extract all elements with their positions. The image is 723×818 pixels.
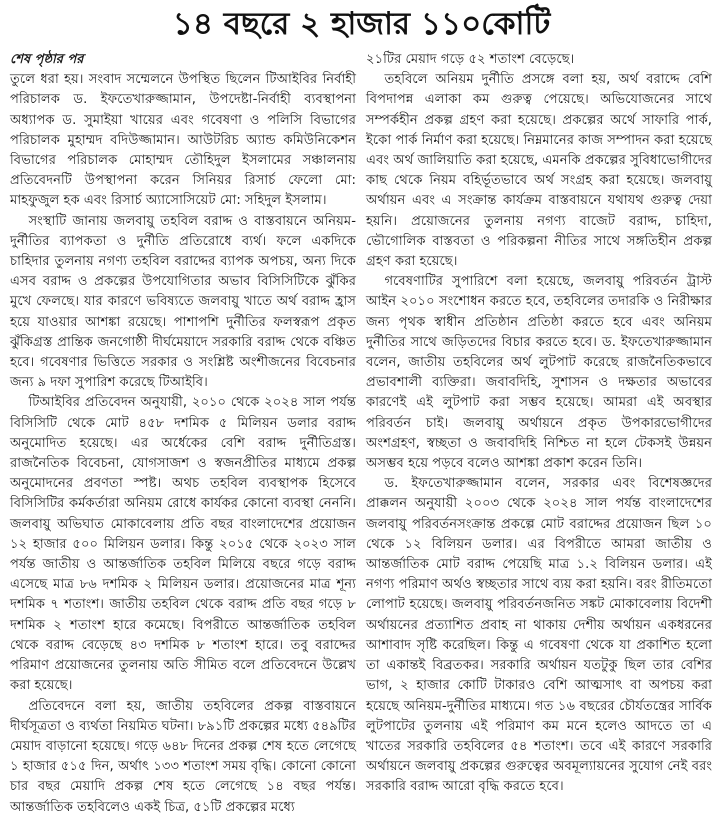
paragraph: ড. ইফতেখারুজ্জামান বলেন, সরকার এবং বিশেষজ্ঞদের প্রাক্কলন অনুযায়ী ২০০৩ থেকে ২০২৪ সাল পর্যন্ত বাংলাদেশের জলবায়ু পরিবর্তনসংক্রান্ত প্রকল্পে মোট বরাদ্দের প্রয়োজন ছিল ১০ থেকে ১২ বিলিয়ন ডলার। এর বিপরীতে আমরা জাতীয় ও আন্তর্জাতিক মোট বরাদ্দ পেয়েছি মাত্র ১.২ বিলিয়ন ডলার। এই নগণ্য পরিমাণ অর্থও স্বচ্ছতার সাথে ব্যয় করা হয়নি। বরং রীতিমতো লোপাট হয়েছে। জলবায়ু পরিবর্তনজনিত সঙ্কট মোকাবেলায় বিদেশী অর্থায়নের প্রত্যাশিত প্রবাহ না থাকায় দেশীয় অর্থায়ন একধরনের আশাবাদ সৃষ্টি করেছিল। কিন্তু এ গবেষণা থেকে যা প্রকাশিত হলো তা একান্তই বিব্রতকর। সরকারি অর্থায়ন যতটুকু ছিল তার বেশির ভাগ, ২ হাজার কোটি টাকারও বেশি আত্মসাৎ বা অপচয় করা হয়েছে অনিয়ম-দুর্নীতির মাধ্যমে। গত ১৬ বছরের চৌর্যতন্ত্রের সার্বিক লুটপাটের তুলনায় এই পরিমাণ কম মনে হলেও আদতে তা এ খাতের সরকারি তহবিলের ৫৪ শতাংশ। তবে এই কারণে সরকারি অর্থায়নে জলবায়ু প্রকল্পের গুরুত্বের অবমূল্যায়নের সুযোগ নেই বরং সরকারি বরাদ্দ আরো বৃদ্ধি করতে হবে।	[366, 476, 712, 795]
article-column-left	[10, 50, 356, 818]
paragraph: তুলে ধরা হয়। সংবাদ সম্মেলনে উপস্থিত ছিলেন টিআইবির নির্বাহী পরিচালক ড. ইফতেখারুজ্জামান, উপদেষ্টা-নির্বাহী ব্যবস্থাপনা অধ্যাপক ড. সুমাইয়া খায়ের এবং গবেষণা ও পলিসি বিভাগের পরিচালক মুহাম্মদ বদিউজ্জামান। আউটরিচ অ্যান্ড কমিউনিকেশন বিভাগের পরিচালক মোহাম্মদ তৌহিদুল ইসলামের সঞ্চালনায় প্রতিবেদনটি উপস্থাপনা করেন সিনিয়র রিসার্চ ফেলো মো: মাহফুজুল হক এবং রিসার্চ অ্যাসোসিয়েট মো: সহিদুল ইসলাম।	[10, 72, 356, 209]
paragraph: ২১টির মেয়াদ গড়ে ৫২ শতাংশ বেড়েছে।	[366, 52, 575, 67]
article-column-right	[366, 50, 712, 798]
paragraph: টিআইবির প্রতিবেদন অনুযায়ী, ২০১০ থেকে ২০২৪ সাল পর্যন্ত বিসিসিটি থেকে মোট ৪৫৮ দশমিক ৫ মিলিয়ন ডলার বরাদ্দ অনুমোদিত হয়েছে। এর অর্ধেকের বেশি বরাদ্দ দুর্নীতিগ্রস্ত। রাজনৈতিক বিবেচনা, যোগসাজশ ও স্বজনপ্রীতির মাধ্যমে প্রকল্প অনুমোদনের প্রবণতা স্পষ্ট। অথচ তহবিল ব্যবস্থাপক হিসেবে বিসিসিটির কর্মকর্তারা অনিয়ম রোধে কার্যকর কোনো ব্যবস্থা নেননি। জলবায়ু অভিঘাত মোকাবেলায় প্রতি বছর বাংলাদেশের প্রয়োজন ১২ হাজার ৫০০ মিলিয়ন ডলার। কিন্তু ২০১৫ থেকে ২০২৩ সাল পর্যন্ত জাতীয় ও আন্তর্জাতিক তহবিল মিলিয়ে বছরে গড়ে বরাদ্দ এসেছে মাত্র ৮৬ দশমিক ২ মিলিয়ন ডলার। প্রয়োজনের মাত্র শূন্য দশমিক ৭ শতাংশ। জাতীয় তহবিল থেকে বরাদ্দ প্রতি বছর গড়ে ৮ দশমিক ২ শতাংশ হারে কমেছে। বিপরীতে আন্তর্জাতিক তহবিল থেকে বরাদ্দ বেড়েছে ৪৩ দশমিক ৮ শতাংশ হারে। তবু বরাদ্দের পরিমাণ প্রয়োজনের তুলনায় অতি সীমিত বলে প্রতিবেদনে উল্লেখ করা হয়েছে।	[10, 395, 356, 694]
paragraph: প্রতিবেদনে বলা হয়, জাতীয় তহবিলের প্রকল্প বাস্তবায়নে দীর্ঘসূত্রতা ও ব্যর্থতা নিয়মিত ঘটনা। ৮৯১টি প্রকল্পের মধ্যে ৫৪৯টির মেয়াদ বাড়ানো হয়েছে। গড়ে ৬৪৮ দিনের প্রকল্প শেষ হতে লেগেছে ১ হাজার ৫১৫ দিন, অর্থাৎ ১৩৩ শতাংশ সময় বৃদ্ধি। কোনো কোনো চার বছর মেয়াদি প্রকল্প শেষ হতে লেগেছে ১৪ বছর পর্যন্ত। আন্তর্জাতিক তহবিলেও একই চিত্র, ৫১টি প্রকল্পের মধ্যে	[10, 698, 356, 815]
continuation-kicker: শেষ পৃষ্ঠার পর	[10, 52, 84, 67]
headline: ১৪ বছরে ২ হাজার ১১০কোটি	[172, 6, 551, 42]
paragraph: সংস্থাটি জানায় জলবায়ু তহবিল বরাদ্দ ও বাস্তবায়নে অনিয়ম-দুর্নীতির ব্যাপকতা ও দুর্নীতি প্রতিরোধে ব্যর্থ। ফলে একদিকে চাহিদার তুলনায় নগণ্য তহবিল বরাদ্দের ব্যাপক অপচয়, অন্য দিকে এসব বরাদ্দ ও প্রকল্পের উপযোগিতার অভাব বিসিসিটিকে ঝুঁকির মুখে ফেলছে। যার কারণে ভবিষ্যতে জলবায়ু খাতে অর্থ বরাদ্দ হ্রাস হয়ে যাওয়ার আশঙ্কা রয়েছে। পাশাপশি দুর্নীতির ফলস্বরূপ প্রকৃত ঝুঁকিগ্রস্ত প্রান্তিক জনগোষ্ঠী দীর্ঘমেয়াদে সরকারি বরাদ্দ থেকে বঞ্চিত হবে। গবেষণার ভিত্তিতে সরকার ও সংশ্লিষ্ট অংশীজনের বিবেচনার জন্য ৯ দফা সুপারিশ করেছে টিআইবি।	[10, 213, 356, 391]
paragraph: তহবিলে অনিয়ম দুর্নীতি প্রসঙ্গে বলা হয়, অর্থ বরাদ্দে বেশি বিপদাপন্ন এলাকা কম গুরুত্ব পেয়েছে। অভিযোজনের সাথে সম্পর্কহীন প্রকল্প গ্রহণ করা হয়েছে। প্রকল্পের অর্থে সাফারি পার্ক, ইকো পার্ক নির্মাণ করা হয়েছে। নিম্নমানের কাজ সম্পাদন করা হয়েছে এবং অর্থ জালিয়াতি করা হয়েছে, এমনকি প্রকল্পের সুবিধাভোগীদের কাছ থেকে নিয়ম বহির্ভূতভাবে অর্থ সংগ্রহ করা হয়েছে। জলবায়ু অর্থায়ন এবং এ সংক্রান্ত কার্যক্রম বাস্তবায়নে যথাযথ গুরুত্ব দেয়া হয়নি। প্রয়োজনের তুলনায় নগণ্য বাজেট বরাদ্দ, চাহিদা, ভৌগোলিক বাস্তবতা ও পরিকল্পনা নীতির সাথে সঙ্গতিহীন প্রকল্প গ্রহণ করা হয়েছে।	[366, 72, 712, 270]
paragraph: গবেষণাটির সুপারিশে বলা হয়েছে, জলবায়ু পরিবর্তন ট্রাস্ট আইন ২০১০ সংশোধন করতে হবে, তহবিলের তদারকি ও নিরীক্ষার জন্য পৃথক স্বাধীন প্রতিষ্ঠান প্রতিষ্ঠা করতে হবে এবং অনিয়ম দুর্নীতির সাথে জড়িতদের বিচার করতে হবে। ড. ইফতেখারুজ্জামান বলেন, জাতীয় তহবিলের অর্থ লুটপাট করেছে রাজনৈতিকভাবে প্রভাবশালী ব্যক্তিরা। জবাবদিহি, সুশাসন ও দক্ষতার অভাবের কারণেই এই লুটপাট করা সম্ভব হয়েছে। আমরা এই অবস্থার পরিবর্তন চাই। জলবায়ু অর্থায়নে প্রকৃত উপকারভোগীদের অংশগ্রহণ, স্বচ্ছতা ও জবাবদিহি নিশ্চিত না হলে টেকসই উন্নয়ন অসম্ভব হয়ে পড়বে বলেও আশঙ্কা প্রকাশ করেন তিনি।	[366, 274, 712, 472]
